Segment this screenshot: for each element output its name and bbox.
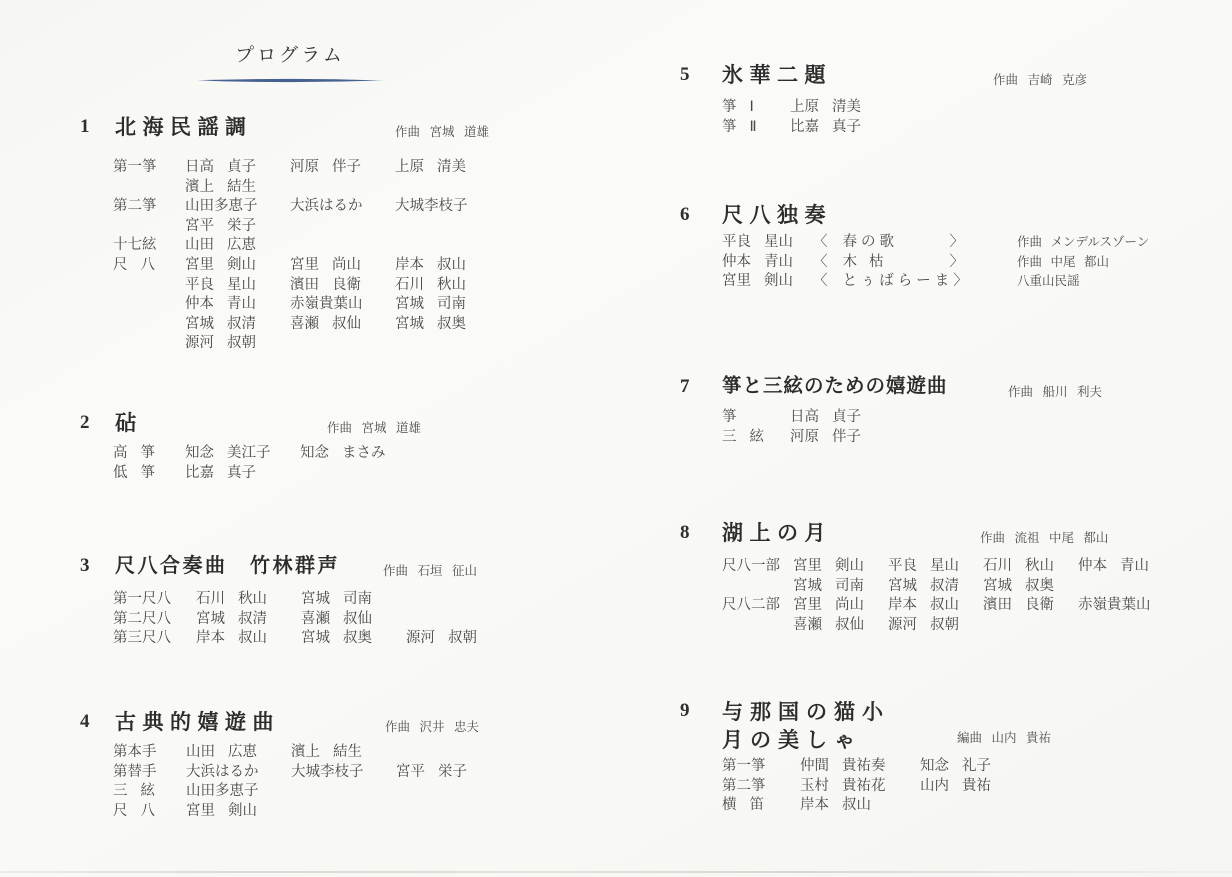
work-name: とぅばらーま xyxy=(842,273,954,290)
performer-name: 宮里 剣山 xyxy=(722,273,794,290)
piece-title: 尺八合奏曲 竹林群声 xyxy=(115,555,340,577)
close-bracket: 〉 xyxy=(949,253,965,270)
piece-title: 湖上の月 xyxy=(722,521,832,545)
performer-name: 上原 清美 xyxy=(395,159,467,175)
performer-row xyxy=(722,777,1232,797)
performer-row xyxy=(113,178,625,198)
performer-row xyxy=(722,118,1232,138)
performer-row xyxy=(722,272,1232,292)
open-bracket: 〈 xyxy=(813,234,829,250)
performer-name: 山田多恵子 xyxy=(186,783,259,800)
performer-row xyxy=(722,557,1232,577)
role-label: 第替手 xyxy=(113,763,157,780)
piece-title-block xyxy=(115,114,253,140)
performer-name: 宮城 叔清 xyxy=(888,577,960,594)
open-bracket: 〈 xyxy=(813,273,829,290)
performer-name: 知念 礼子 xyxy=(920,758,992,774)
role-label xyxy=(113,315,185,335)
page-title: プログラム xyxy=(235,45,345,66)
piece-9 xyxy=(680,698,1232,816)
piece-credit: 作曲 船川 利夫 xyxy=(1008,385,1102,399)
piece-heading xyxy=(80,553,625,579)
performer-name: 喜瀬 叔仙 xyxy=(793,616,865,633)
work-title xyxy=(813,272,969,292)
role-label xyxy=(113,276,185,296)
performer-name: 知念 まさみ xyxy=(300,445,386,461)
performer-name: 平良 星山 xyxy=(888,558,960,574)
piece-title-block xyxy=(722,698,890,754)
role-label xyxy=(722,616,793,636)
performer-name: 玉村 貴祐花 xyxy=(800,777,886,794)
performer-row xyxy=(113,444,625,464)
role-label: 第一箏 xyxy=(113,159,157,175)
performer-name: 仲本 青山 xyxy=(1078,558,1150,574)
performer-row xyxy=(722,796,1232,816)
piece-title: 尺八独奏 xyxy=(722,203,832,227)
performer-name: 宮里 剣山 xyxy=(186,802,258,819)
performer-name: 仲本 青山 xyxy=(185,296,257,313)
role-label xyxy=(113,295,185,315)
performer-rows xyxy=(722,757,1232,816)
piece-heading xyxy=(680,520,1232,546)
role-label xyxy=(722,577,793,597)
work-title xyxy=(813,233,965,253)
performer-row xyxy=(113,315,625,335)
piece-title-block xyxy=(722,374,948,400)
performer-row xyxy=(722,596,1232,616)
column-left xyxy=(80,0,625,877)
role-label: 第一箏 xyxy=(722,758,766,774)
piece-3 xyxy=(80,553,625,649)
performer-name: 石川 秋山 xyxy=(983,558,1055,574)
performer-row xyxy=(722,408,1232,428)
work-name: 春の歌 xyxy=(842,234,898,250)
performer-row xyxy=(113,802,625,822)
performer-rows xyxy=(113,743,625,821)
piece-credit: 作曲 宮城 道雄 xyxy=(327,421,421,435)
piece-title: 北海民謡調 xyxy=(115,115,253,139)
performer-name: 宮里 剣山 xyxy=(185,256,257,273)
performer-rows xyxy=(113,444,625,483)
piece-credit: 作曲 沢井 忠夫 xyxy=(385,720,479,734)
performer-name: 岸本 叔山 xyxy=(196,630,268,647)
performer-row xyxy=(722,253,1232,273)
performer-name: 大城李枝子 xyxy=(395,198,468,215)
performer-name: 日高 貞子 xyxy=(185,159,257,175)
performer-name: 比嘉 真子 xyxy=(185,464,257,481)
performer-row xyxy=(113,197,625,217)
performer-name: 仲本 青山 xyxy=(722,253,794,270)
piece-heading xyxy=(680,374,1232,400)
performer-rows xyxy=(722,408,1232,447)
piece-title: 箏と三絃のための嬉遊曲 xyxy=(722,376,948,397)
performer-name: 日高 貞子 xyxy=(790,409,862,425)
performer-row xyxy=(113,276,625,296)
performer-name: 宮城 叔清 xyxy=(185,315,257,332)
performer-name: 仲間 貴祐奏 xyxy=(800,758,886,774)
role-label: 箏 xyxy=(722,409,737,425)
piece-credit: 作曲 吉崎 克彦 xyxy=(993,73,1087,87)
performer-row xyxy=(113,763,625,783)
role-label: 第二尺八 xyxy=(113,610,171,627)
work-title xyxy=(813,253,965,273)
piece-7 xyxy=(680,374,1232,447)
piece-number: 3 xyxy=(80,555,90,576)
piece-title-line2: 月の美しゃ xyxy=(722,728,862,752)
performer-name: 知念 美江子 xyxy=(185,445,271,461)
piece-title-block xyxy=(115,709,280,735)
performer-row xyxy=(113,217,625,237)
piece-2 xyxy=(80,410,625,483)
performer-name: 大浜はるか xyxy=(186,763,259,780)
piece-credit: 作曲 石垣 征山 xyxy=(383,564,477,578)
performer-name: 赤嶺貴葉山 xyxy=(1078,597,1151,614)
piece-8 xyxy=(680,520,1232,635)
role-label xyxy=(113,334,185,354)
work-name: 木 枯 xyxy=(842,253,888,270)
performer-rows xyxy=(722,98,1232,137)
role-label: 第本手 xyxy=(113,744,157,760)
piece-title-block xyxy=(115,553,340,579)
performer-name: 岸本 叔山 xyxy=(888,597,960,614)
performer-name: 喜瀬 叔仙 xyxy=(301,610,373,627)
performer-name: 濱上 結生 xyxy=(185,178,257,195)
piece-title: 砧 xyxy=(115,411,143,435)
role-label: 高 箏 xyxy=(113,445,156,461)
performer-name: 山内 貴祐 xyxy=(920,777,992,794)
piece-note: 作曲 中尾 都山 xyxy=(1017,254,1109,269)
open-bracket: 〈 xyxy=(813,253,829,270)
piece-number: 4 xyxy=(80,711,90,732)
performer-name: 大浜はるか xyxy=(290,198,363,215)
performer-name: 比嘉 真子 xyxy=(790,118,862,135)
close-bracket: 〉 xyxy=(953,273,969,290)
piece-heading xyxy=(680,202,1232,228)
piece-credit: 作曲 流祖 中尾 都山 xyxy=(980,531,1109,545)
performer-row xyxy=(113,743,625,763)
performer-name: 赤嶺貴葉山 xyxy=(290,296,363,313)
role-label: 尺 八 xyxy=(113,256,156,273)
performer-name: 濱上 結生 xyxy=(291,744,363,760)
role-label: 低 箏 xyxy=(113,464,156,481)
performer-name: 宮平 栄子 xyxy=(396,763,468,780)
performer-name: 喜瀬 叔仙 xyxy=(290,315,362,332)
role-label: 第一尺八 xyxy=(113,591,171,607)
performer-name: 宮城 叔清 xyxy=(196,610,268,627)
role-label: 尺 八 xyxy=(113,802,156,819)
performer-name: 宮城 叔奥 xyxy=(301,630,373,647)
performer-name: 宮城 司南 xyxy=(301,591,373,607)
performer-rows xyxy=(113,158,625,354)
piece-heading xyxy=(680,698,1232,754)
piece-title-block xyxy=(722,202,832,228)
piece-credit: 編曲 山内 貴祐 xyxy=(957,731,1051,745)
performer-row xyxy=(113,334,625,354)
piece-heading xyxy=(80,114,625,140)
piece-title-block xyxy=(115,410,143,436)
performer-rows xyxy=(722,557,1232,635)
role-label: 箏 Ⅰ xyxy=(722,99,754,115)
piece-number: 7 xyxy=(680,376,690,397)
role-label: 第二箏 xyxy=(722,777,766,794)
piece-number: 8 xyxy=(680,522,690,543)
performer-name: 岸本 叔山 xyxy=(395,256,467,273)
performer-name: 宮城 叔奥 xyxy=(395,315,467,332)
role-label xyxy=(113,217,185,237)
close-bracket: 〉 xyxy=(949,234,965,250)
performer-row xyxy=(113,590,625,610)
performer-row xyxy=(113,295,625,315)
performer-rows xyxy=(113,590,625,649)
performer-name: 濱田 良衛 xyxy=(290,276,362,293)
scan-edge-line xyxy=(0,871,1232,873)
performer-row xyxy=(722,233,1232,253)
performer-row xyxy=(113,782,625,802)
performer-name: 山田 広恵 xyxy=(185,237,257,254)
piece-note: 作曲 メンデルスゾーン xyxy=(1017,235,1150,249)
piece-6 xyxy=(680,202,1232,292)
performer-name: 平良 星山 xyxy=(722,234,794,250)
piece-title: 与那国の猫小 xyxy=(722,700,890,724)
piece-number: 5 xyxy=(680,64,690,85)
role-label: 横 笛 xyxy=(722,797,765,814)
piece-4 xyxy=(80,709,625,821)
role-label: 第三尺八 xyxy=(113,630,171,647)
performer-row xyxy=(722,577,1232,597)
piece-1 xyxy=(80,114,625,354)
role-label: 第二箏 xyxy=(113,198,157,215)
piece-5 xyxy=(680,62,1232,137)
piece-credit: 作曲 宮城 道雄 xyxy=(395,125,489,139)
performer-name: 河原 伴子 xyxy=(790,428,862,445)
performer-row xyxy=(113,236,625,256)
performer-name: 石川 秋山 xyxy=(196,591,268,607)
performer-name: 宮里 尚山 xyxy=(290,256,362,273)
piece-title-block xyxy=(722,520,832,546)
performer-name: 宮城 司南 xyxy=(793,577,865,594)
performer-row xyxy=(722,757,1232,777)
role-label: 尺八一部 xyxy=(722,558,780,574)
performer-name: 山田多恵子 xyxy=(185,198,258,215)
piece-note: 八重山民謡 xyxy=(1017,274,1080,289)
piece-number: 6 xyxy=(680,204,690,225)
performer-row xyxy=(113,256,625,276)
piece-number: 9 xyxy=(680,700,690,721)
piece-heading xyxy=(80,709,625,735)
performer-name: 宮城 司南 xyxy=(395,296,467,313)
performer-name: 濱田 良衛 xyxy=(983,597,1055,614)
performer-rows xyxy=(722,233,1232,292)
piece-heading xyxy=(680,62,1232,88)
performer-row xyxy=(113,629,625,649)
performer-name: 源河 叔朝 xyxy=(888,616,960,633)
piece-title: 古典的嬉遊曲 xyxy=(115,710,280,734)
piece-number: 1 xyxy=(80,116,90,137)
role-label: 箏 Ⅱ xyxy=(722,118,757,135)
performer-row xyxy=(722,98,1232,118)
performer-name: 岸本 叔山 xyxy=(800,797,872,814)
performer-row xyxy=(113,158,625,178)
piece-number: 2 xyxy=(80,412,90,433)
role-label: 三 絃 xyxy=(113,783,156,800)
performer-name: 山田 広恵 xyxy=(186,744,258,760)
performer-row xyxy=(722,428,1232,448)
performer-name: 平良 星山 xyxy=(185,276,257,293)
performer-name: 上原 清美 xyxy=(790,99,862,115)
performer-row xyxy=(113,464,625,484)
performer-name: 源河 叔朝 xyxy=(185,335,257,352)
role-label xyxy=(113,178,185,198)
performer-name: 源河 叔朝 xyxy=(406,630,478,647)
performer-name: 宮平 栄子 xyxy=(185,217,257,234)
piece-title-block xyxy=(722,62,832,88)
role-label: 三 絃 xyxy=(722,428,765,445)
performer-name: 大城李枝子 xyxy=(291,763,364,780)
performer-row xyxy=(722,616,1232,636)
role-label: 尺八二部 xyxy=(722,597,780,614)
performer-name: 河原 伴子 xyxy=(290,159,362,175)
piece-title: 氷華二題 xyxy=(722,63,832,87)
performer-name: 石川 秋山 xyxy=(395,276,467,293)
column-right xyxy=(680,0,1232,877)
performer-name: 宮城 叔奥 xyxy=(983,577,1055,594)
performer-name: 宮里 尚山 xyxy=(793,597,865,614)
performer-name: 宮里 剣山 xyxy=(793,558,865,574)
performer-row xyxy=(113,610,625,630)
role-label: 十七絃 xyxy=(113,237,157,254)
